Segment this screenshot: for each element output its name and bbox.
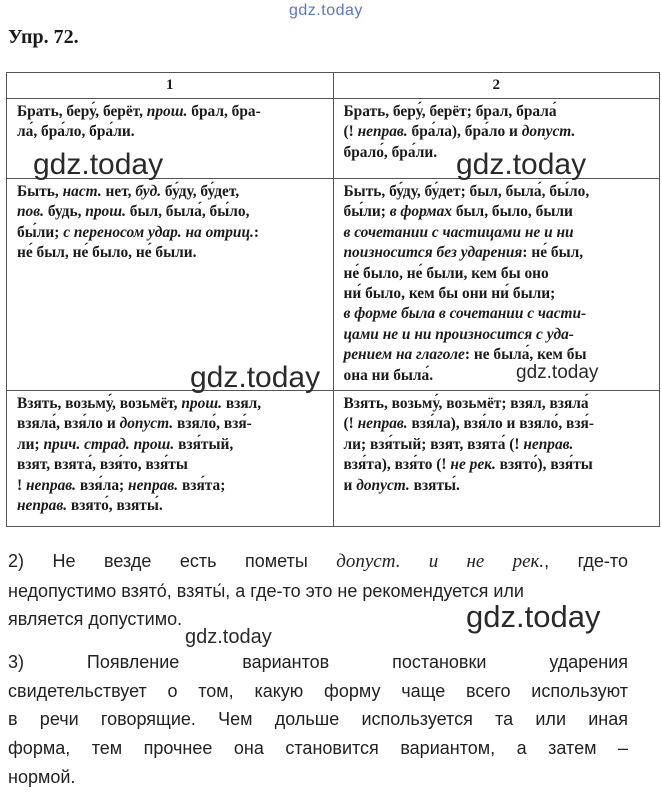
column-header-1: 1 [7, 73, 334, 99]
cell-vzyat-col1: Взять, возьму́, возьмёт, прош. взял, взяла́, взя́ло и допуст. взяло́, взя́- ли; прич. страд. прош. взя́тый, взят, взята́, взя́то, взя́ты ! неправ. взя́ла; неправ. взя́та; неправ. взято́, взяты́. [7, 391, 334, 527]
note-3: 3) Появление вариантов постановки ударения свидетельствует о том, какую форму чаще всего используют в речи говорящие. Чем дольше используется та или иная форма, тем прочнее она становится вариантом, а затем – нормой. [8, 652, 628, 787]
cell-byt-col1: Быть, наст. нет, буд. бу́ду, бу́дет, пов. будь, прош. был, была́, бы́ло, бы́ли; с переносом удар. на отриц.: не́ был, не́ было, не́ были. [7, 179, 334, 391]
cell-vzyat-col2: Взять, возьму́, возьмёт; взял, взяла́ (! неправ. взя́ла), взя́ло и взяло́, взя́- ли; взя́тый; взят, взята́ (! неправ. взя́та), взя́то (! не рек. взято́), взя́ты и допуст. взяты́. [333, 391, 660, 527]
watermark-1: gdz.today [33, 148, 164, 181]
table-header-row [7, 73, 660, 99]
cell-brat-col2: Брать, беру́, берёт; брал, брала́ (! неправ. бра́ла), бра́ло и допуст. брало́, бра́ли. [333, 99, 660, 179]
watermark-5: gdz.today [466, 599, 601, 634]
column-header-2: 2 [333, 73, 660, 99]
exercise-title: Упр. 72. [8, 26, 79, 48]
watermark-4: gdz.today [516, 362, 599, 383]
watermark-2: gdz.today [456, 148, 587, 181]
watermark-top: gdz.today [289, 2, 363, 19]
watermark-6: gdz.today [185, 626, 272, 648]
note-2: 2) Не везде есть пометы допуст. и не рек., где-то недопустимо взято́, взяты́, а где-то это не рекомендуется или является допустимо. [8, 551, 628, 630]
watermark-3: gdz.today [190, 361, 321, 394]
cell-brat-col1: Брать, беру́, берёт, прош. брал, бра- ла́, бра́ло, бра́ли. [7, 99, 334, 179]
table-row-vzyat [7, 391, 660, 527]
cell-byt-col2: Быть, бу́ду, бу́дет; был, была́, бы́ло, бы́ли; в формах был, было, были в сочетании с частицами не и ни поизносится без ударения: не́ был, не́ было, не́ были, кем бы оно ни́ было, кем бы они ни́ были; в форме была в сочетании с части- цами не и ни произносится с уда- рением на глаголе: не была́, кем бы она ни была́. [333, 179, 660, 391]
accent-table [6, 72, 660, 527]
table-row-byt [7, 179, 660, 391]
